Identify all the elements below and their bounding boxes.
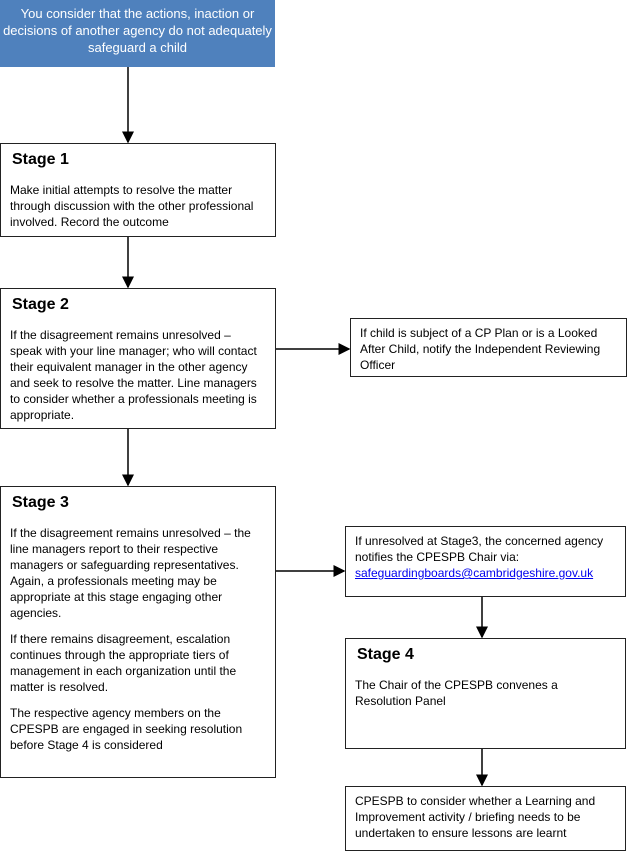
stage1-box <box>0 143 276 237</box>
stage4-box <box>345 638 626 749</box>
stage2-box <box>0 288 276 429</box>
email-link[interactable]: safeguardingboards@cambridgeshire.gov.uk <box>355 566 594 580</box>
learning-box <box>345 786 626 851</box>
stage3-box <box>0 486 276 778</box>
stage3-text-2: If there remains disagreement, escalation continues through the appropriate tiers of management in each organization until the matter is resolved. <box>10 632 237 694</box>
unresolved-box <box>345 526 626 597</box>
unresolved-text: If unresolved at Stage3, the concerned agency notifies the CPESPB Chair via: <box>355 534 604 564</box>
stage2-title: Stage 2 <box>12 296 69 313</box>
stage3-text-1: If the disagreement remains unresolved – the line managers report to their respective managers or safeguarding representatives. Again, a professionals meeting may be appropriate at this stage engaging other agencies. <box>10 526 251 620</box>
stage4-title: Stage 4 <box>357 646 414 663</box>
cp-note-box <box>350 318 627 377</box>
start-text: You consider that the actions, inaction or decisions of another agency do not adequately safeguard a child <box>3 6 272 55</box>
stage3-title: Stage 3 <box>12 494 69 511</box>
start-box <box>0 0 275 67</box>
learning-text: CPESPB to consider whether a Learning and Improvement activity / briefing needs to be undertaken to ensure lessons are learnt <box>355 794 596 840</box>
cp-note-text: If child is subject of a CP Plan or is a Looked After Child, notify the Independent Reviewing Officer <box>360 326 601 372</box>
stage1-text: Make initial attempts to resolve the matter through discussion with the other professional involved. Record the outcome <box>10 183 254 229</box>
stage4-text: The Chair of the CPESPB convenes a Resolution Panel <box>355 678 558 708</box>
stage2-text: If the disagreement remains unresolved – speak with your line manager; who will contact their equivalent manager in the other agency and seek to resolve the matter. Line managers to consider whether a professionals meeting is appropriate. <box>10 328 257 422</box>
stage3-text-3: The respective agency members on the CPESPB are engaged in seeking resolution before Stage 4 is considered <box>10 706 243 752</box>
stage1-title: Stage 1 <box>12 151 69 168</box>
